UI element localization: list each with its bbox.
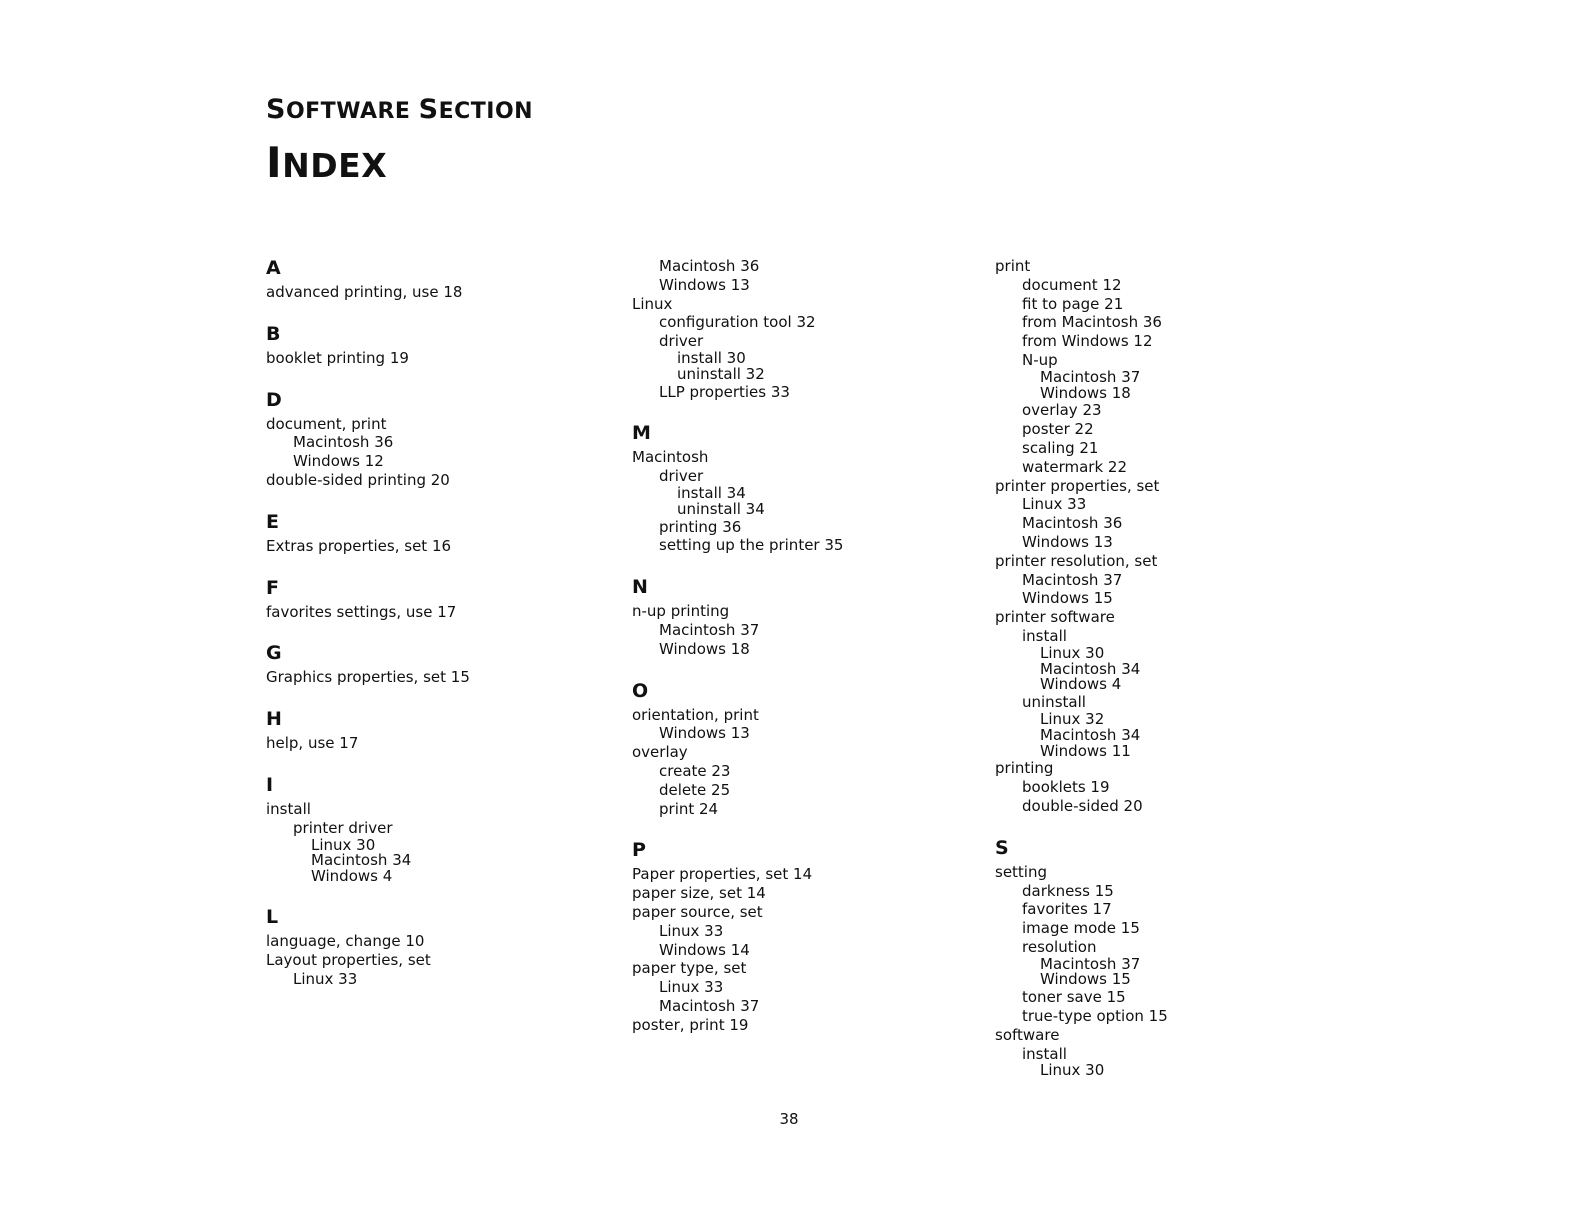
index-entry: paper size, set 14	[632, 884, 766, 903]
index-entry: overlay 23	[1022, 401, 1102, 420]
index-entry: Linux	[632, 294, 673, 313]
index-entry: from Windows 12	[1022, 332, 1153, 351]
index-entry: configuration tool 32	[659, 313, 816, 332]
index-entry: booklet printing 19	[266, 348, 409, 367]
index-letter-heading: H	[266, 708, 282, 731]
index-entry: Linux 30	[1040, 1061, 1105, 1080]
index-letter-heading: S	[995, 836, 1009, 859]
index-entry: Windows 18	[659, 639, 750, 658]
index-entry: print 24	[659, 799, 719, 818]
index-entry: Windows 4	[1040, 675, 1122, 694]
index-entry: Macintosh 34	[1040, 725, 1141, 744]
index-entry: printer driver	[293, 818, 393, 837]
index-entry: image mode 15	[1022, 919, 1140, 938]
page-number: 38	[779, 1110, 799, 1128]
index-entry: document 12	[1022, 275, 1122, 294]
index-entry: install	[1022, 626, 1067, 645]
index-entry: software	[995, 1025, 1060, 1044]
index-entry: help, use 17	[266, 734, 359, 753]
index-entry: double-sided printing 20	[266, 470, 450, 489]
index-entry: Macintosh 36	[293, 433, 394, 452]
index-entry: printer resolution, set	[995, 551, 1158, 570]
index-entry: watermark 22	[1022, 457, 1127, 476]
index-entry: Macintosh 34	[311, 851, 412, 870]
index-entry: Linux 33	[1022, 495, 1087, 514]
index-entry: printer software	[995, 608, 1115, 627]
index-entry: double-sided 20	[1022, 796, 1143, 815]
index-letter-heading: M	[632, 422, 651, 445]
index-entry: uninstall 32	[677, 364, 765, 383]
section-title-initial: S	[266, 94, 286, 125]
index-entry: paper type, set	[632, 959, 747, 978]
index-entry: favorites 17	[1022, 900, 1112, 919]
index-entry: poster, print 19	[632, 1015, 749, 1034]
index-entry: Windows 12	[293, 452, 384, 471]
index-column-3	[995, 257, 1325, 1079]
page-title-initial: I	[266, 138, 283, 187]
index-letter-heading: A	[266, 257, 281, 279]
index-entry: darkness 15	[1022, 881, 1114, 900]
index-entry: document, print	[266, 414, 387, 433]
index-entry: Macintosh 37	[659, 996, 760, 1015]
index-entry: Macintosh 34	[1040, 659, 1141, 678]
index-entry: true-type option 15	[1022, 1007, 1168, 1026]
index-entry: printing 36	[659, 517, 742, 536]
index-entry: booklets 19	[1022, 778, 1110, 797]
index-letter-heading: L	[266, 905, 279, 928]
index-entry: orientation, print	[632, 705, 759, 724]
index-letter-heading: G	[266, 642, 282, 665]
index-entry: Macintosh 37	[1022, 570, 1123, 589]
index-entry: uninstall 34	[677, 499, 765, 518]
index-entry: print	[995, 257, 1031, 275]
section-title-rest: OFTWARE SECTION	[285, 94, 534, 125]
index-entry: printer properties, set	[995, 476, 1160, 495]
index-entry: driver	[659, 467, 704, 486]
index-entry: resolution	[1022, 937, 1097, 956]
index-letter-heading: I	[266, 773, 274, 796]
index-entry: Macintosh 37	[1040, 367, 1141, 386]
index-entry: toner save 15	[1022, 988, 1126, 1007]
index-entry: Linux 30	[1040, 643, 1105, 662]
index-entry: install	[266, 799, 311, 818]
index-entry: driver	[659, 332, 704, 351]
index-entry: Linux 33	[293, 969, 358, 988]
page-title-rest: NDEX	[282, 146, 388, 185]
index-entry: Layout properties, set	[266, 950, 431, 969]
index-entry: Linux 33	[659, 921, 724, 940]
index-entry: Linux 32	[1040, 709, 1105, 728]
index-entry: Extras properties, set 16	[266, 536, 452, 555]
index-entry: Windows 4	[311, 867, 393, 886]
index-entry: favorites settings, use 17	[266, 602, 457, 621]
index-entry: printing	[995, 759, 1054, 778]
index-entry: Windows 15	[1022, 589, 1113, 608]
index-entry: poster 22	[1022, 420, 1094, 439]
index-entry: setting up the printer 35	[659, 536, 844, 555]
index-entry: Macintosh 37	[1040, 954, 1141, 973]
section-title	[266, 94, 533, 125]
index-entry: Macintosh 36	[1022, 514, 1123, 533]
index-entry: Windows 14	[659, 940, 750, 959]
index-letter-heading: E	[266, 510, 279, 533]
index-entry: Graphics properties, set 15	[266, 668, 470, 687]
index-letter-heading: O	[632, 679, 649, 702]
index-letter-heading: D	[266, 388, 282, 411]
index-entry: fit to page 21	[1022, 294, 1124, 313]
index-entry: Windows 13	[659, 275, 750, 294]
index-entry: Windows 18	[1040, 383, 1131, 402]
index-entry: install 30	[677, 348, 746, 367]
index-entry: N-up	[1022, 350, 1058, 369]
index-letter-heading: P	[632, 839, 646, 862]
index-entry: install	[1022, 1044, 1067, 1063]
index-entry: Macintosh 36	[659, 257, 760, 275]
index-entry: uninstall	[1022, 693, 1086, 712]
index-entry: Windows 13	[1022, 532, 1113, 551]
index-entry: Macintosh 37	[659, 620, 760, 639]
index-entry: delete 25	[659, 780, 731, 799]
index-entry: Macintosh	[632, 448, 709, 467]
index-letter-heading: N	[632, 576, 648, 599]
index-entry: Windows 13	[659, 724, 750, 743]
index-entry: Linux 33	[659, 978, 724, 997]
index-entry: Windows 11	[1040, 741, 1131, 760]
index-entry: n-up printing	[632, 602, 730, 621]
index-entry: paper source, set	[632, 902, 763, 921]
index-letter-heading: F	[266, 576, 279, 599]
index-letter-heading: B	[266, 322, 281, 345]
page-title	[266, 138, 387, 187]
index-entry: advanced printing, use 18	[266, 283, 463, 301]
index-entry: setting	[995, 862, 1048, 881]
index-entry: install 34	[677, 483, 746, 502]
index-column-2	[632, 257, 962, 1035]
index-entry: from Macintosh 36	[1022, 313, 1162, 332]
index-entry: language, change 10	[266, 931, 425, 950]
index-entry: Linux 30	[311, 835, 376, 854]
index-entry: overlay	[632, 743, 688, 762]
index-entry: Windows 15	[1040, 970, 1131, 989]
index-entry: LLP properties 33	[659, 382, 790, 401]
index-column-1	[266, 257, 596, 988]
index-entry: scaling 21	[1022, 438, 1099, 457]
index-entry: Paper properties, set 14	[632, 865, 813, 884]
index-entry: create 23	[659, 761, 731, 780]
